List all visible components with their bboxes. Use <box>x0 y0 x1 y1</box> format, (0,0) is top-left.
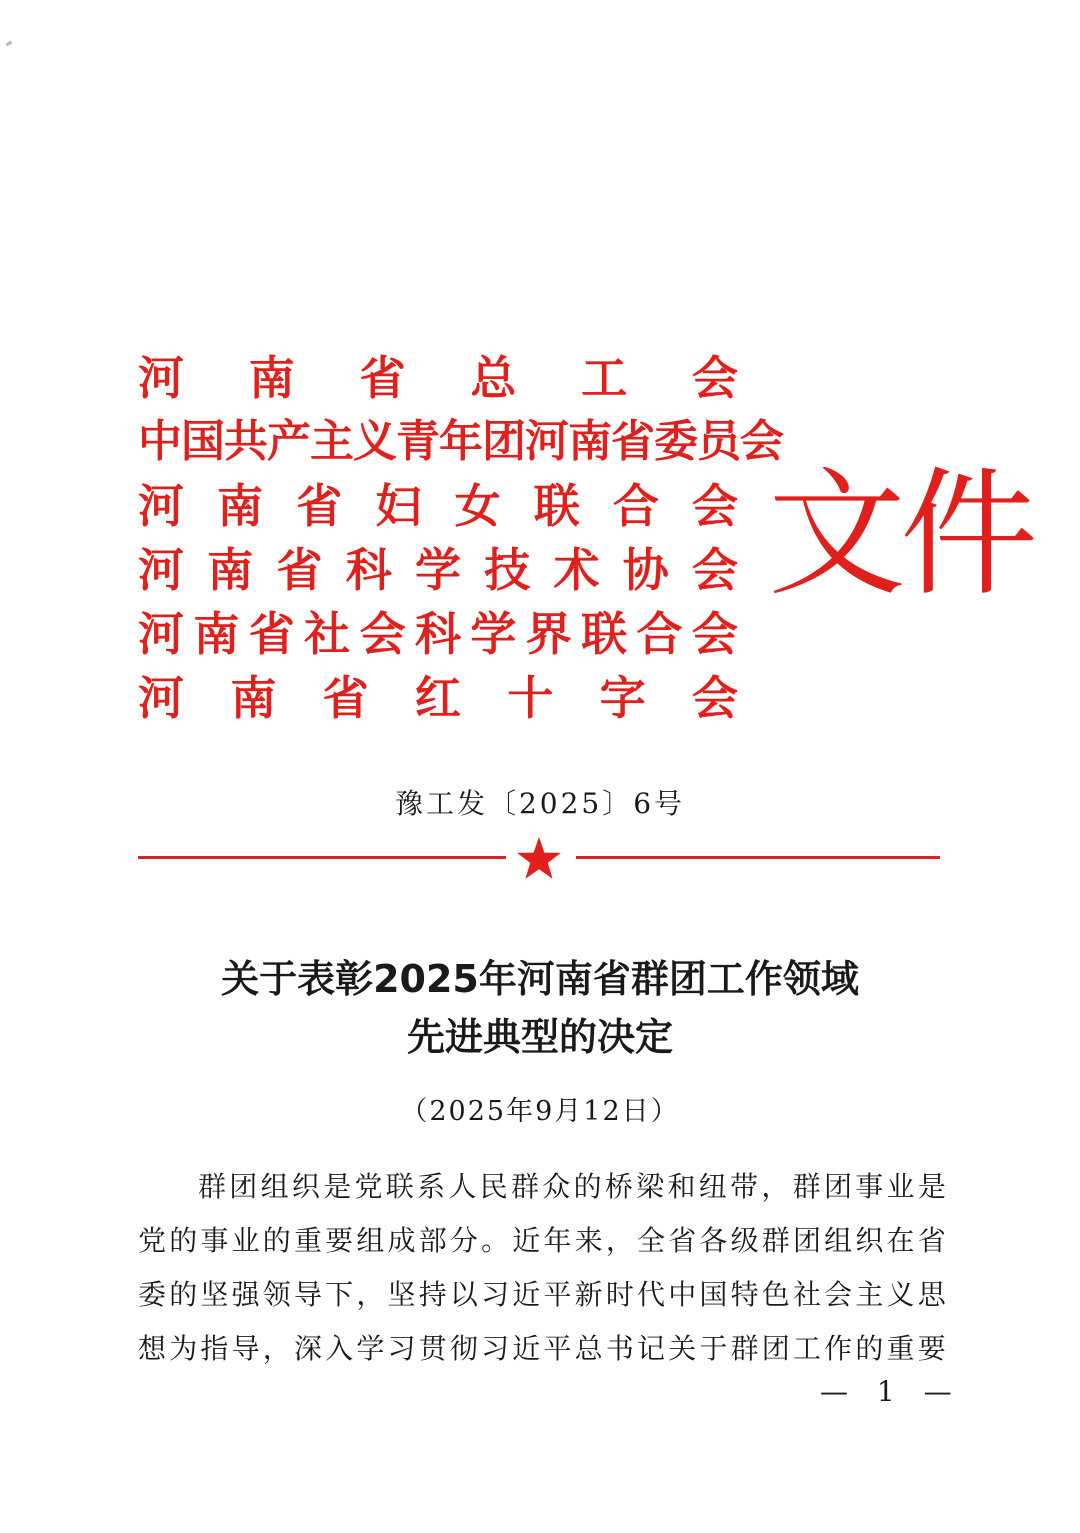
text-char: 总 <box>470 351 517 405</box>
text-char: 桥 <box>604 1170 633 1203</box>
text-char: 和 <box>667 1170 696 1203</box>
text-char: 南 <box>207 543 254 597</box>
text-char: 学 <box>356 1332 385 1365</box>
text-char: 南 <box>193 607 240 661</box>
red-divider <box>138 836 940 880</box>
text-char: 业 <box>231 1224 260 1257</box>
body-line <box>138 1214 946 1268</box>
title-line: 关于表彰2025年河南省群团工作领域 <box>221 957 859 1001</box>
issuer-line <box>138 474 738 538</box>
text-char: 会 <box>691 351 738 405</box>
text-char: 重 <box>293 1224 322 1257</box>
text-char: 时 <box>605 1278 634 1311</box>
text-char: 是 <box>323 1170 352 1203</box>
text-char: 要 <box>325 1224 354 1257</box>
text-char: 关 <box>668 1332 697 1365</box>
text-char: 坚 <box>200 1278 229 1311</box>
issuer-line <box>138 602 738 666</box>
text-char: 领 <box>262 1278 291 1311</box>
text-char: 年 <box>439 416 482 467</box>
body-text <box>138 1160 946 1376</box>
text-char: 带 <box>730 1170 759 1203</box>
text-char: 省 <box>276 543 323 597</box>
text-char: 科 <box>345 543 392 597</box>
text-char: 河 <box>525 416 568 467</box>
text-char: 入 <box>325 1332 354 1365</box>
text-char: 义 <box>353 416 396 467</box>
text-char: 省 <box>359 351 406 405</box>
text-char: 会 <box>691 671 738 725</box>
text-char: 贯 <box>418 1332 447 1365</box>
text-char: 中 <box>138 416 181 467</box>
text-char: 义 <box>886 1278 915 1311</box>
text-char: 近 <box>512 1278 541 1311</box>
text-char: 导 <box>231 1332 260 1365</box>
text-char: 组 <box>824 1224 853 1257</box>
text-char: 联 <box>533 479 580 533</box>
text-char: ， <box>761 1170 790 1203</box>
text-char: 委 <box>654 416 697 467</box>
text-char: 会 <box>359 607 406 661</box>
text-char: 群 <box>730 1332 759 1365</box>
text-char: ， <box>262 1332 291 1365</box>
text-char: 产 <box>267 416 310 467</box>
text-char: 字 <box>599 671 646 725</box>
text-char: 总 <box>574 1332 603 1365</box>
text-char: 人 <box>448 1170 477 1203</box>
text-char: 河 <box>138 607 184 661</box>
text-char: 会 <box>824 1278 853 1311</box>
document-date: （2025年9月12日） <box>400 1096 680 1127</box>
text-char: 近 <box>512 1332 541 1365</box>
text-char: 作 <box>824 1332 853 1365</box>
text-char: 下 <box>325 1278 354 1311</box>
text-char: 。 <box>481 1224 510 1257</box>
text-char: 众 <box>542 1170 571 1203</box>
text-char: 来 <box>574 1224 603 1257</box>
text-char: 指 <box>200 1332 229 1365</box>
text-char: 省 <box>611 416 654 467</box>
document-mark: 文件 <box>768 454 1033 615</box>
text-char: 梁 <box>636 1170 665 1203</box>
divider-line-left <box>138 856 506 859</box>
text-char: 以 <box>449 1278 478 1311</box>
text-char: 党 <box>138 1224 167 1257</box>
issuer-line <box>138 346 738 410</box>
text-char: 习 <box>481 1332 510 1365</box>
text-char: 协 <box>622 543 669 597</box>
text-char: 省 <box>917 1224 946 1257</box>
text-char: 深 <box>293 1332 322 1365</box>
star-icon <box>516 836 562 880</box>
text-char: 团 <box>792 1224 821 1257</box>
text-char: 河 <box>138 479 184 533</box>
text-char: 代 <box>637 1278 666 1311</box>
text-char: 会 <box>691 607 738 661</box>
text-char: 近 <box>512 1224 541 1257</box>
text-char: ， <box>605 1224 634 1257</box>
text-char: 全 <box>637 1224 666 1257</box>
text-char: 社 <box>304 607 351 661</box>
text-char: 事 <box>855 1170 884 1203</box>
text-char: 系 <box>417 1170 446 1203</box>
text-char: 导 <box>293 1278 322 1311</box>
text-char: 想 <box>138 1332 167 1365</box>
text-char: 会 <box>740 416 783 467</box>
text-char: 事 <box>200 1224 229 1257</box>
text-char: 工 <box>792 1332 821 1365</box>
document-number: 豫工发〔2025〕6号 <box>394 787 686 820</box>
text-char: 委 <box>138 1278 167 1311</box>
title-line: 先进典型的决定 <box>406 1015 673 1059</box>
text-char: 业 <box>886 1170 915 1203</box>
text-char: 要 <box>917 1332 946 1365</box>
text-char: 会 <box>692 543 738 597</box>
text-char: 部 <box>418 1224 447 1257</box>
text-char: 群 <box>198 1170 227 1203</box>
text-char: 合 <box>612 479 659 533</box>
body-line <box>138 1268 946 1322</box>
text-char: 思 <box>917 1278 946 1311</box>
issuer-line <box>138 538 738 602</box>
text-char: ， <box>356 1278 385 1311</box>
text-char: 中 <box>668 1278 697 1311</box>
text-char: 河 <box>138 351 184 405</box>
text-char: 青 <box>396 416 439 467</box>
text-char: 南 <box>568 416 611 467</box>
text-char: 在 <box>886 1224 915 1257</box>
text-char: 彻 <box>449 1332 478 1365</box>
text-char: 纽 <box>698 1170 727 1203</box>
text-char: 织 <box>855 1224 884 1257</box>
text-char: 成 <box>387 1224 416 1257</box>
divider-line-right <box>576 856 940 859</box>
text-char: 河 <box>138 671 184 725</box>
issuer-block <box>138 346 783 730</box>
text-char: 技 <box>484 543 531 597</box>
text-char: 强 <box>231 1278 260 1311</box>
text-char: 是 <box>917 1170 946 1203</box>
text-char: 年 <box>543 1224 572 1257</box>
text-char: 党 <box>354 1170 383 1203</box>
text-char: 群 <box>792 1170 821 1203</box>
text-char: 的 <box>573 1170 602 1203</box>
text-char: 工 <box>581 351 628 405</box>
text-char: 重 <box>886 1332 915 1365</box>
text-char: 平 <box>543 1278 572 1311</box>
text-char: 省 <box>248 607 295 661</box>
text-char: 十 <box>507 671 554 725</box>
body-line <box>138 1322 946 1376</box>
text-char: 组 <box>260 1170 289 1203</box>
issuer-line <box>138 410 783 474</box>
text-char: 团 <box>761 1332 790 1365</box>
text-char: 织 <box>291 1170 320 1203</box>
text-char: 各 <box>699 1224 728 1257</box>
text-char: 界 <box>525 607 572 661</box>
text-char: 群 <box>761 1224 790 1257</box>
text-char: 于 <box>699 1332 728 1365</box>
text-char: 的 <box>262 1224 291 1257</box>
text-char: 女 <box>454 479 501 533</box>
text-char: 共 <box>224 416 267 467</box>
text-char: 团 <box>823 1170 852 1203</box>
scan-mark <box>6 41 13 47</box>
page-number: — 1 — <box>820 1375 962 1408</box>
text-char: 合 <box>636 607 683 661</box>
text-char: 级 <box>730 1224 759 1257</box>
text-char: 省 <box>322 671 369 725</box>
text-char: 团 <box>229 1170 258 1203</box>
text-char: 科 <box>414 607 461 661</box>
text-char: 南 <box>248 351 295 405</box>
text-char: 主 <box>310 416 353 467</box>
text-char: 联 <box>581 607 628 661</box>
document-title <box>0 950 1080 1066</box>
text-char: 坚 <box>387 1278 416 1311</box>
text-char: 的 <box>169 1278 198 1311</box>
text-char: 特 <box>730 1278 759 1311</box>
text-char: 主 <box>855 1278 884 1311</box>
text-char: 色 <box>761 1278 790 1311</box>
text-char: 持 <box>418 1278 447 1311</box>
text-char: 红 <box>414 671 461 725</box>
text-char: 习 <box>481 1278 510 1311</box>
text-char: 省 <box>296 479 343 533</box>
text-char: 群 <box>510 1170 539 1203</box>
text-char: 分 <box>449 1224 478 1257</box>
text-char: 学 <box>415 543 461 597</box>
text-char: 的 <box>169 1224 198 1257</box>
text-char: 社 <box>792 1278 821 1311</box>
text-char: 的 <box>855 1332 884 1365</box>
text-char: 会 <box>691 479 738 533</box>
text-char: 术 <box>553 543 600 597</box>
text-char: 联 <box>385 1170 414 1203</box>
text-char: 省 <box>668 1224 697 1257</box>
text-char: 书 <box>605 1332 634 1365</box>
text-char: 国 <box>699 1278 728 1311</box>
issuer-line <box>138 666 738 730</box>
text-char: 员 <box>697 416 740 467</box>
text-char: 为 <box>169 1332 198 1365</box>
text-char: 组 <box>356 1224 385 1257</box>
text-char: 南 <box>217 479 264 533</box>
text-char: 记 <box>637 1332 666 1365</box>
text-char: 平 <box>543 1332 572 1365</box>
text-char: 学 <box>470 607 517 661</box>
body-line <box>138 1160 946 1214</box>
text-char: 南 <box>230 671 277 725</box>
text-char: 国 <box>181 416 224 467</box>
text-char: 团 <box>482 416 525 467</box>
text-char: 妇 <box>375 479 422 533</box>
text-char: 新 <box>574 1278 603 1311</box>
text-char: 习 <box>387 1332 416 1365</box>
text-char: 河 <box>138 543 184 597</box>
text-char: 民 <box>479 1170 508 1203</box>
